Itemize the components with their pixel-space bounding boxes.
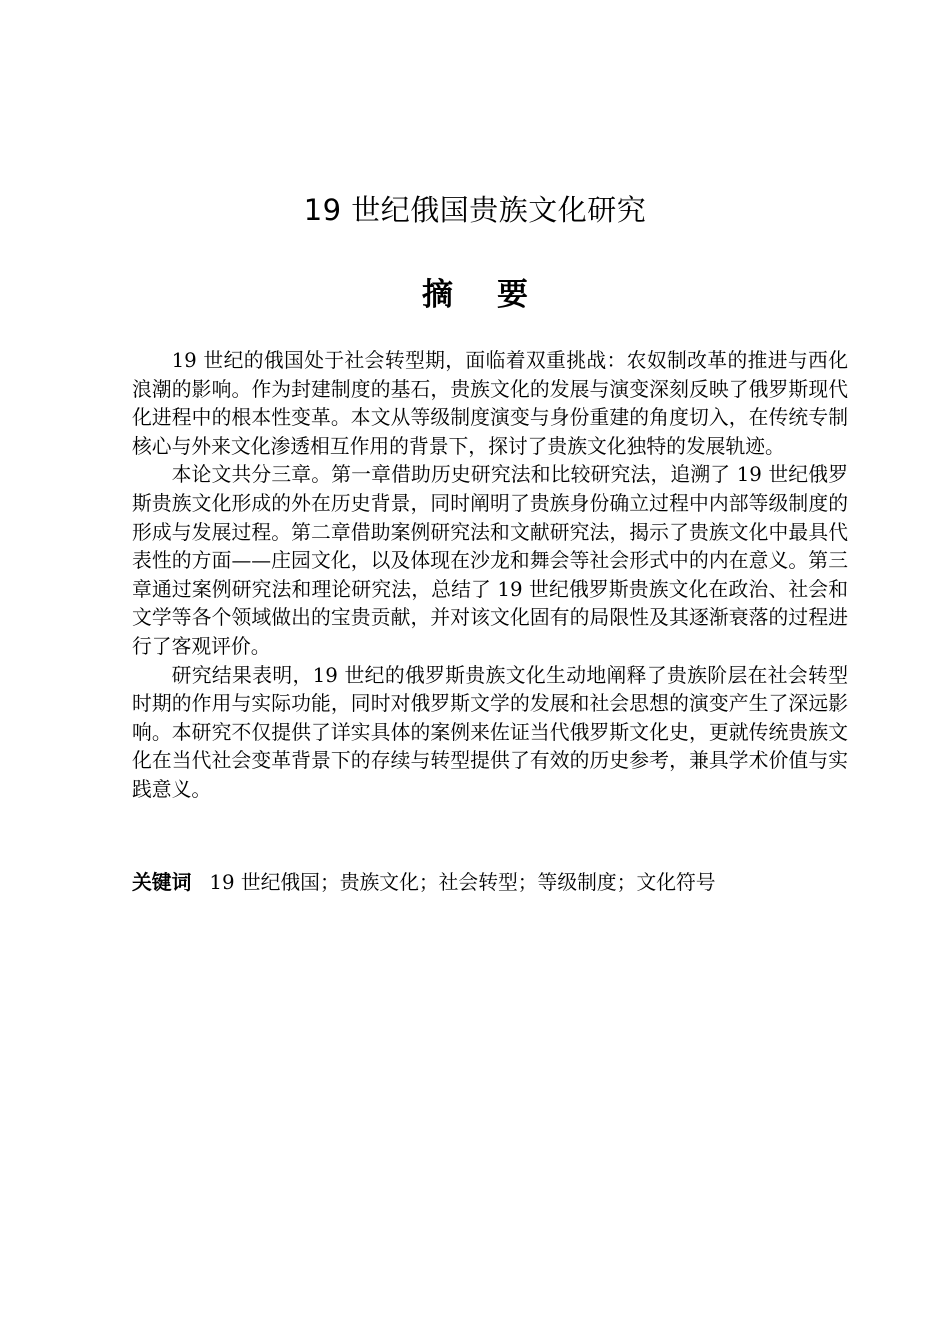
keywords-line (132, 869, 848, 898)
keywords-label: 关键词 (132, 871, 192, 894)
abstract-paragraph-2: 本论文共分三章。第一章借助历史研究法和比较研究法，追溯了 19 世纪俄罗斯贵族文化形成的外在历史背景，同时阐明了贵族身份确立过程中内部等级制度的形成与发展过程。第二章借助案例研究法和文献研究法，揭示了贵族文化中最具代表性的方面——庄园文化，以及体现在沙龙和舞会等社会形式中的内在意义。第三章通过案例研究法和理论研究法，总结了 19 世纪俄罗斯贵族文化在政治、社会和文学等各个领域做出的宝贵贡献，并对该文化固有的局限性及其逐渐衰落的过程进行了客观评价。 (132, 463, 848, 658)
abstract-heading: 摘要 (422, 277, 572, 313)
abstract-body (132, 347, 848, 805)
abstract-paragraph-3: 研究结果表明，19 世纪的俄罗斯贵族文化生动地阐释了贵族阶层在社会转型时期的作用与实际功能，同时对俄罗斯文学的发展和社会思想的演变产生了深远影响。本研究不仅提供了详实具体的案例来佐证当代俄罗斯文化史，更就传统贵族文化在当代社会变革背景下的存续与转型提供了有效的历史参考，兼具学术价值与实践意义。 (132, 663, 848, 801)
document-title: 19 世纪俄国贵族文化研究 (303, 193, 647, 227)
abstract-paragraph-1: 19 世纪的俄国处于社会转型期，面临着双重挑战：农奴制改革的推进与西化浪潮的影响。作为封建制度的基石，贵族文化的发展与演变深刻反映了俄罗斯现代化进程中的根本性变革。本文从等级制度演变与身份重建的角度切入，在传统专制核心与外来文化渗透相互作用的背景下，探讨了贵族文化独特的发展轨迹。 (132, 349, 848, 458)
keywords-list: 19 世纪俄国；贵族文化；社会转型；等级制度；文化符号 (209, 871, 716, 894)
